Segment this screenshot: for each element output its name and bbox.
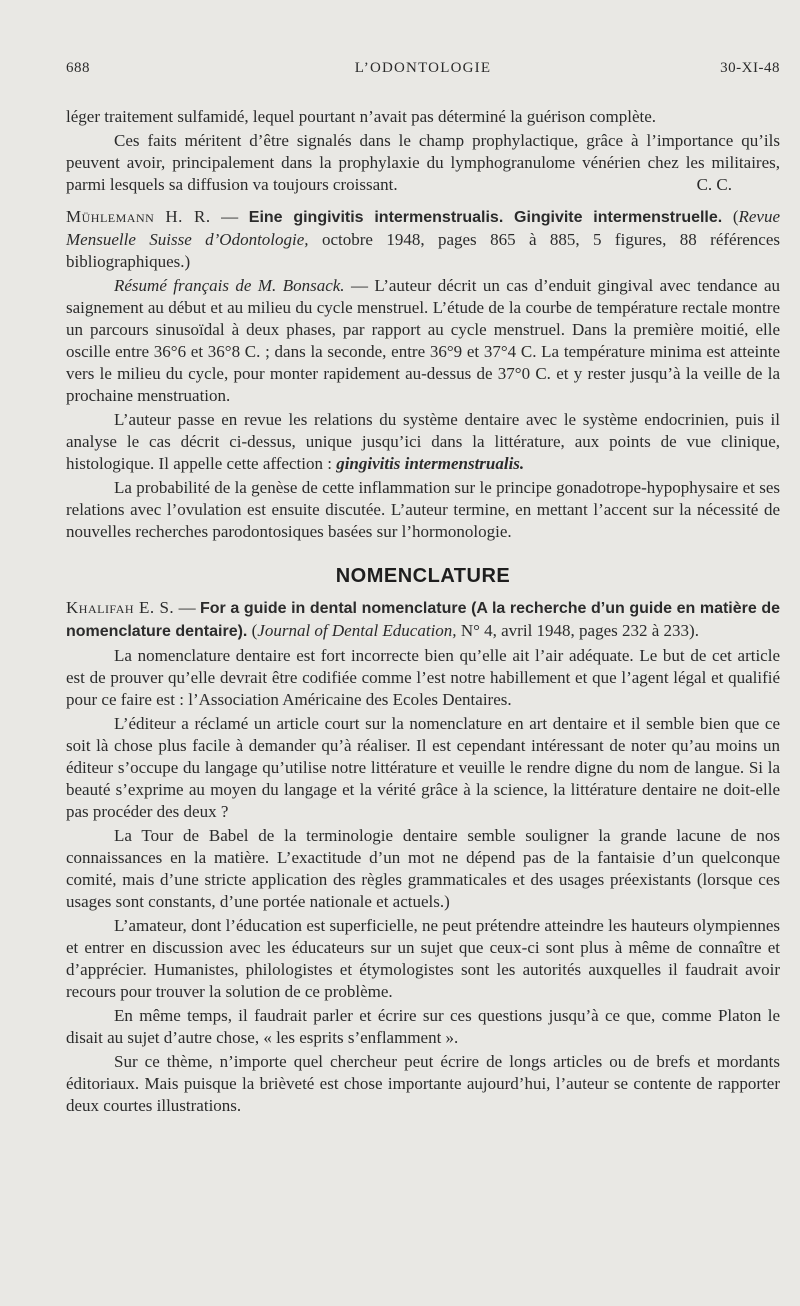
condition-term: gingivitis intermenstrualis. xyxy=(336,454,525,473)
journal-name: Journal of Dental Education, xyxy=(257,621,457,640)
paragraph-text: Ces faits méritent d’être signalés dans le champ prophylactique, grâce à l’importance qu’ils peuvent avoir, principalement dans la prophylaxie du lymphogranulome vénérien chez les militaires, parmi lesquels sa diffusion va toujours croissant. xyxy=(66,131,780,194)
entry-dash: — xyxy=(174,598,200,617)
ref-open: ( xyxy=(247,621,258,640)
paragraph-text: L’auteur passe en revue les relations du système dentaire avec le système endocrinien, puis il analyse le cas décrit ci-dessus, unique jusqu’ici dans la littérature, aux points de vue clinique, histologique. Il appelle cette affection : xyxy=(66,410,780,473)
entry-citation xyxy=(66,597,780,643)
body-paragraph: La Tour de Babel de la terminologie dentaire semble souligner la grande lacune de nos connaissances en la matière. L’exactitude d’un mot ne dépend pas de la fantaisie d’un quelconque comité, mais d’une stricte application des règles grammaticales et des usages préexistants (lorsque ces usages sont constants, d’une portée nationale et actuels.) xyxy=(66,826,780,911)
entry-author: Mühlemann H. R. xyxy=(66,207,211,226)
body-paragraph: En même temps, il faudrait parler et écrire sur ces questions jusqu’à ce que, comme Platon le disait au sujet d’autre chose, « les esprits s’enflamment ». xyxy=(66,1006,780,1047)
continuation-paragraph: léger traitement sulfamidé, lequel pourtant n’avait pas déterminé la guérison complète. xyxy=(66,107,657,126)
body-paragraph: La probabilité de la genèse de cette inflammation sur le principe gonadotrope-hypophysaire et ses relations avec l’ovulation est ensuite discutée. L’auteur termine, en mettant l’accent sur la nécessité de nouvelles recherches parodontosiques basées sur l’hormonologie. xyxy=(66,478,780,541)
entry-citation xyxy=(66,206,780,273)
issue-date: 30-XI-48 xyxy=(720,60,780,76)
body-paragraph: La nomenclature dentaire est fort incorrecte bien qu’elle ait l’air adéquate. Le but de cet article est de prouver qu’elle devrait être codifiée comme l’est notre habillement et que l’agent légal et qualifié pour ce faire est : l’Association Américaine des Ecoles Dentaires. xyxy=(66,646,780,709)
journal-title: L’ODONTOLOGIE xyxy=(354,60,492,76)
running-head xyxy=(66,60,780,82)
section-heading: NOMENCLATURE xyxy=(335,565,511,587)
review-entry xyxy=(66,206,780,543)
journal-name: Revue Mensuelle Suisse d’Odontologie, xyxy=(66,207,781,249)
page-number: 688 xyxy=(66,60,90,76)
ref-open: ( xyxy=(722,207,739,226)
continuation-paragraph xyxy=(66,130,780,196)
entry-author: Khalifah E. S. xyxy=(66,598,175,617)
summary-label: Résumé français de M. Bonsack. xyxy=(114,276,345,295)
body-paragraph: L’amateur, dont l’éducation est superficielle, ne peut prétendre atteindre les hauteurs olympiennes et entrer en discussion avec les éducateurs sur un sujet que ceux-ci sont plus à même de connaître et d’apprécier. Humanistes, philologistes et étymologistes sont les autorités auxquelles il faudrait avoir recours pour trouver la solution de ce problème. xyxy=(66,916,780,1001)
body-paragraph xyxy=(66,409,780,475)
article-body xyxy=(66,106,780,1117)
review-entry xyxy=(66,597,780,1117)
body-paragraph: Sur ce thème, n’importe quel chercheur peut écrire de longs articles ou de brefs et mordants éditoriaux. Mais puisque la brièveté est chose importante aujourd’hui, l’auteur se contente de rapporter deux courtes illustrations. xyxy=(66,1052,780,1115)
ref-details: octobre 1948, pages 865 à 885, 5 figures, 88 références bibliographiques.) xyxy=(66,230,781,271)
summary-text: — L’auteur décrit un cas d’enduit gingival avec tendance au saignement au début et au milieu du cycle menstruel. L’étude de la courbe de température rectale montre un parcours sinusoïdal à deux phases, par rapport au cycle menstruel. Dans la première moitié, elle oscille entre 36°6 et 36°8 C. ; dans la seconde, entre 36°9 et 37°4 C. La température minima est atteinte vers le milieu du cycle, pour monter rapidement au-dessus de 37°0 C. et y rester jusqu’à la veille de la prochaine menstruation. xyxy=(66,276,780,405)
entry-title: Eine gingivitis intermenstrualis. Gingivite intermenstruelle. xyxy=(248,209,723,226)
signature: C. C. xyxy=(696,175,732,194)
summary-paragraph xyxy=(66,275,780,407)
entry-title: For a guide in dental nomenclature (A la recherche d’un guide en matière de nomenclature dentaire). xyxy=(66,600,781,640)
entry-dash: — xyxy=(210,207,249,226)
body-paragraph: L’éditeur a réclamé un article court sur la nomenclature en art dentaire et il semble bien que ce soit là chose plus facile à demander qu’à réaliser. Il est cependant intéressant de noter qu’au moins un éditeur s’occupe du langage qu’utilise notre littérature et veuille le rendre digne du nom de langue. Si la beauté s’exprime au moyen du langage et la vérité grâce à la science, la littérature dentaire ne doit-elle pas procéder des deux ? xyxy=(66,714,780,821)
ref-details: N° 4, avril 1948, pages 232 à 233). xyxy=(456,621,699,640)
